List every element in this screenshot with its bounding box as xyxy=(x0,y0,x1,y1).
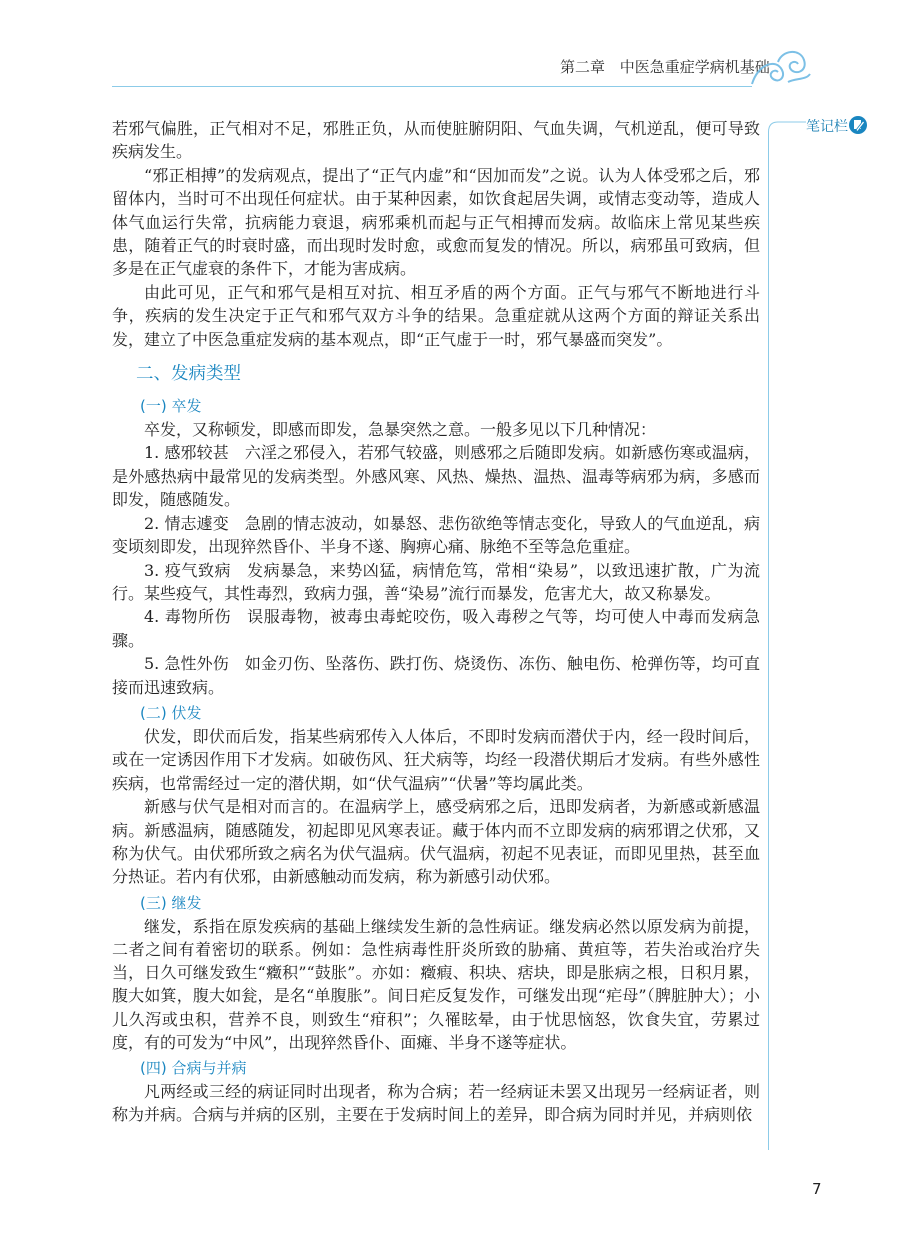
item-heading: 2. 情志遽变 xyxy=(144,513,229,533)
subsection-heading: (四) 合病与并病 xyxy=(140,1059,247,1077)
section-heading: 二、发病类型 xyxy=(136,364,241,385)
paragraph: “邪正相搏”的发病观点，提出了“正气内虚”和“因加而发”之说。认为人体受邪之后，邪留体内，当时可不出现任何症状。由于某种因素，如饮食起居失调，或情志变动等，造成人体气血运行失常，抗病能力衰退，病邪乘机而起与正气相搏而发病。故临床上常见某些疾患，随着正气的时衰时盛，而出现时发时愈，或愈而复发的情况。所以，病邪虽可致病，但多是在正气虚衰的条件下，才能为害成病。 xyxy=(112,165,760,279)
paragraph: 若邪气偏胜，正气相对不足，邪胜正负，从而使脏腑阴阳、气血失调，气机逆乱，便可导致疾病发生。 xyxy=(112,119,760,162)
item-heading: 4. 毒物所伤 xyxy=(144,607,232,627)
chapter-title: 中医急重症学病机基础 xyxy=(619,58,770,76)
list-item xyxy=(112,559,760,606)
paragraph: 卒发，又称顿发，即感而即发，急暴突然之意。一般多见以下几种情况： xyxy=(144,420,657,440)
paragraph: 由此可见，正气和邪气是相互对抗、相互矛盾的两个方面。正气与邪气不断地进行斗争，疾病的发生决定于正气和邪气双方斗争的结果。急重症就从这两个方面的辩证关系出发，建立了中医急重症发病的基本观点，即“正气虚于一时，邪气暴盛而突发”。 xyxy=(112,282,760,349)
paragraph: 新感与伏气是相对而言的。在温病学上，感受病邪之后，迅即发病者，为新感或新感温病。新感温病，随感随发，初起即见风寒表证。藏于体内而不立即发病的病邪谓之伏邪，又称为伏气。由伏邪所致之病名为伏气温病。伏气温病，初起不见表证，而即见里热，甚至血分热证。若内有伏邪，由新感触动而发病，称为新感引动伏邪。 xyxy=(112,797,760,887)
chapter-number: 第二章 xyxy=(560,58,606,76)
page-number: 7 xyxy=(812,1180,822,1198)
notes-column-rule xyxy=(768,140,769,1150)
list-item xyxy=(112,605,760,652)
list-item xyxy=(112,512,760,559)
header-rule xyxy=(112,86,752,87)
notes-column-corner xyxy=(768,118,808,142)
item-heading: 1. 感邪较甚 xyxy=(144,443,229,463)
item-heading: 3. 疫气致病 xyxy=(144,560,232,580)
notes-pencil-icon xyxy=(848,115,868,139)
item-text: 发病暴急，来势凶猛，病情危笃，常相“染易”，以致迅速扩散，广为流行。某些疫气，其性毒烈，致病力强，善“染易”流行而暴发，危害尤大，故又称暴发。 xyxy=(112,560,760,603)
subsection-heading: (三) 继发 xyxy=(140,893,202,912)
notes-label: 笔记栏 xyxy=(806,119,848,135)
item-heading: 5. 急性外伤 xyxy=(144,654,229,674)
subsection-heading: (二) 伏发 xyxy=(140,703,202,722)
running-header xyxy=(560,56,770,77)
item-text: 急剧的情志波动，如暴怒、悲伤欲绝等情志变化，导致人的气血逆乱，病变顷刻即发，出现猝然昏仆、半身不遂、胸痹心痛、脉绝不至等急危重症。 xyxy=(112,513,760,557)
list-item xyxy=(112,441,760,511)
subsection-heading: (一) 卒发 xyxy=(140,397,202,416)
list-item xyxy=(112,652,760,699)
paragraph: 伏发，即伏而后发，指某些病邪传入人体后，不即时发病而潜伏于内，经一段时间后，或在一定诱因作用下才发病。如破伤风、狂犬病等，均经一段潜伏期后才发病。有些外感性疾病，也常需经过一定的潜伏期，如“伏气温病”“伏暑”等均属此类。 xyxy=(112,726,760,793)
page-body xyxy=(112,117,760,1127)
item-text: 六淫之邪侵入，若邪气较盛，则感邪之后随即发病。如新感伤寒或温病，是外感热病中最常见的发病类型。外感风寒、风热、燥热、温热、温毒等病邪为病，多感而即发，随感随发。 xyxy=(112,443,760,510)
paragraph: 凡两经或三经的病证同时出现者，称为合病；若一经病证未罢又出现另一经病证者，则称为并病。合病与并病的区别，主要在于发病时间上的差异，即合病为同时并见，并病则依 xyxy=(112,1082,760,1125)
item-text: 误服毒物，被毒虫毒蛇咬伤，吸入毒秽之气等，均可使人中毒而发病急骤。 xyxy=(112,607,760,650)
item-text: 如金刃伤、坠落伤、跌打伤、烧烫伤、冻伤、触电伤、枪弹伤等，均可直接而迅速致病。 xyxy=(112,654,760,697)
paragraph: 继发，系指在原发疾病的基础上继续发生新的急性病证。继发病必然以原发病为前提，二者之间有着密切的联系。例如：急性病毒性肝炎所致的胁痛、黄疸等，若失治或治疗失当，日久可继发致生“癥积”“鼓胀”。亦如：癥瘕、积块、痞块，即是胀病之根，日积月累，腹大如箕，腹大如瓮，是名“单腹胀”。间日疟反复发作，可继发出现“疟母”（脾脏肿大）；小儿久泻或虫积，营养不良，则致生“疳积”；久罹眩晕，由于忧思恼怒，饮食失宜，劳累过度，有的可发为“中风”，出现猝然昏仆、面瘫、半身不遂等症状。 xyxy=(112,916,760,1052)
cloud-ornament-icon xyxy=(748,44,812,92)
